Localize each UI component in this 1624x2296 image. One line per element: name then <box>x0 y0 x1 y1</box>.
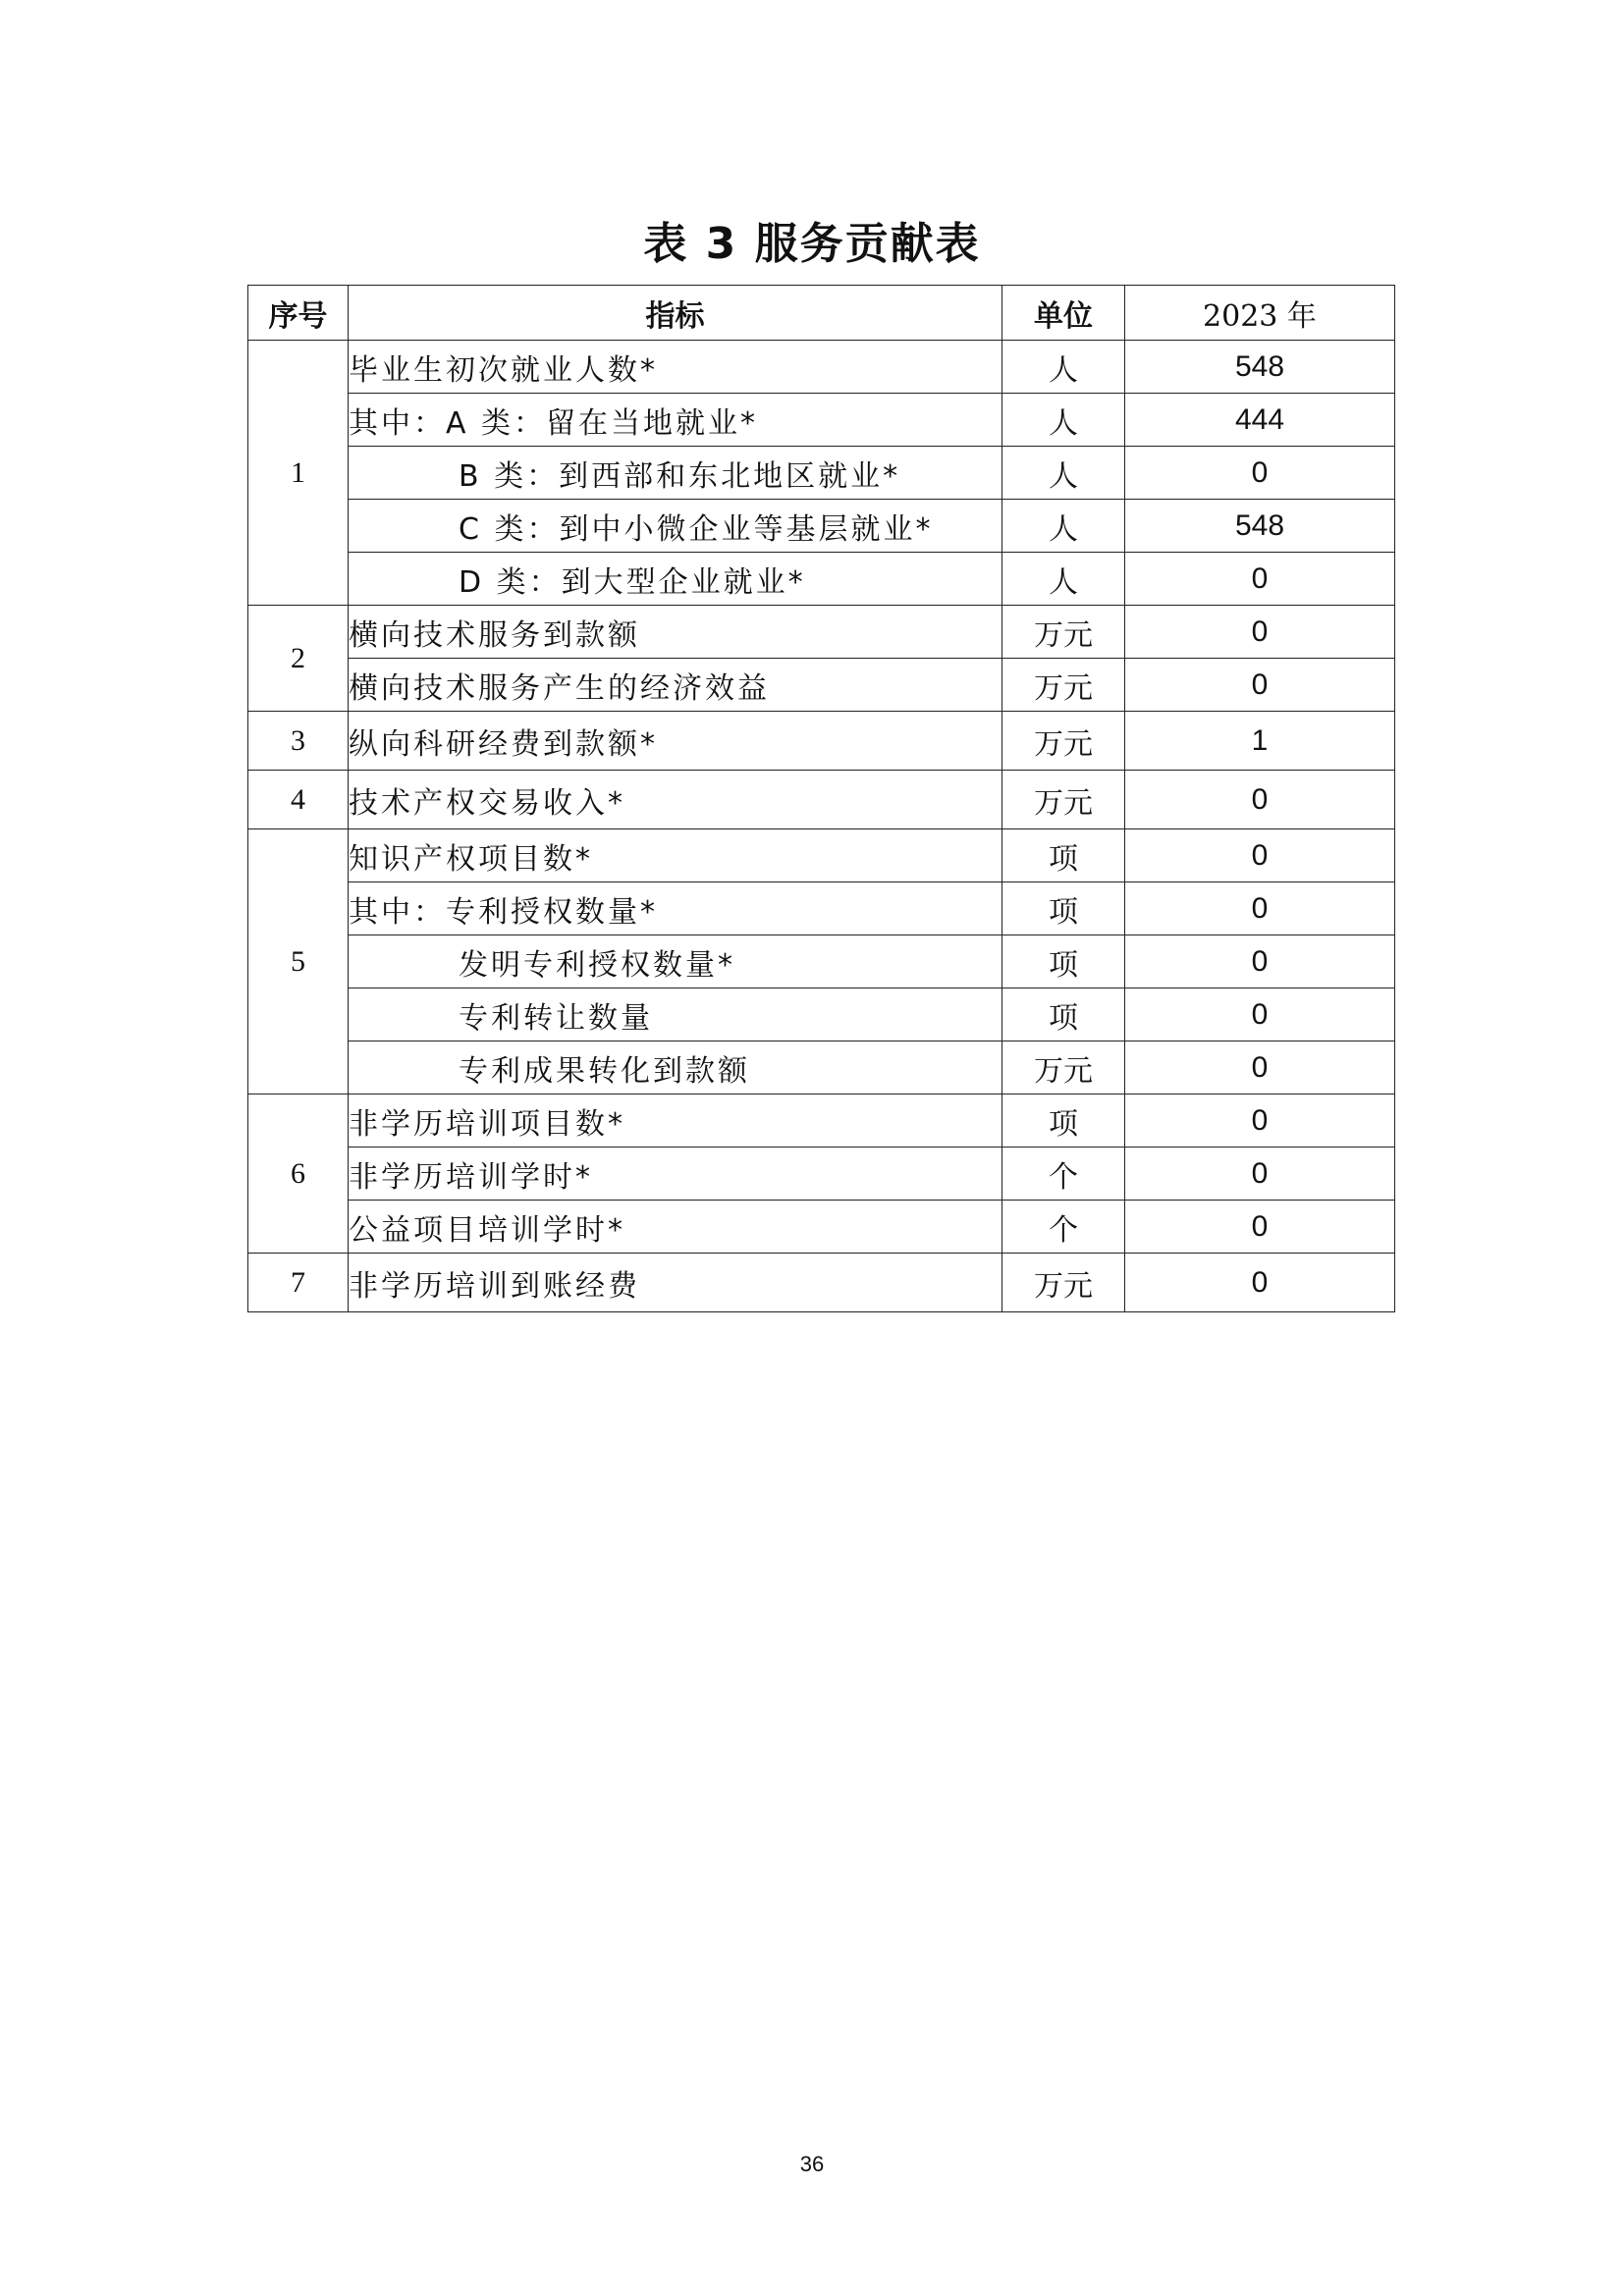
table-row <box>248 935 1395 988</box>
row-value: 0 <box>1125 1201 1395 1254</box>
row-unit: 万元 <box>1002 712 1125 771</box>
header-indicator: 指标 <box>349 286 1002 341</box>
row-indicator: 其中：专利授权数量* <box>349 882 1002 935</box>
row-value: 0 <box>1125 882 1395 935</box>
row-seq: 2 <box>248 606 349 712</box>
row-unit: 万元 <box>1002 771 1125 829</box>
table-row <box>248 447 1395 500</box>
table-row <box>248 1254 1395 1312</box>
header-year: 2023 年 <box>1125 286 1395 341</box>
row-value: 0 <box>1125 1148 1395 1201</box>
row-value: 0 <box>1125 988 1395 1041</box>
row-value: 0 <box>1125 659 1395 712</box>
table-row <box>248 771 1395 829</box>
row-unit: 个 <box>1002 1201 1125 1254</box>
row-seq: 4 <box>248 771 349 829</box>
table-row <box>248 394 1395 447</box>
row-indicator: 技术产权交易收入* <box>349 771 1002 829</box>
table-row <box>248 882 1395 935</box>
table-row <box>248 712 1395 771</box>
row-value: 0 <box>1125 1041 1395 1095</box>
row-indicator: 非学历培训到账经费 <box>349 1254 1002 1312</box>
row-seq: 6 <box>248 1095 349 1254</box>
row-value: 0 <box>1125 935 1395 988</box>
table-row <box>248 606 1395 659</box>
table-row <box>248 659 1395 712</box>
row-value: 0 <box>1125 606 1395 659</box>
row-indicator: C 类：到中小微企业等基层就业* <box>349 500 1002 553</box>
row-unit: 人 <box>1002 553 1125 606</box>
row-unit: 人 <box>1002 341 1125 394</box>
row-unit: 项 <box>1002 935 1125 988</box>
table-row <box>248 500 1395 553</box>
row-value: 0 <box>1125 1254 1395 1312</box>
row-value: 0 <box>1125 553 1395 606</box>
table-row <box>248 1041 1395 1095</box>
table-row <box>248 829 1395 882</box>
row-unit: 万元 <box>1002 659 1125 712</box>
row-unit: 万元 <box>1002 606 1125 659</box>
row-value: 548 <box>1125 500 1395 553</box>
row-unit: 万元 <box>1002 1254 1125 1312</box>
table-row <box>248 1201 1395 1254</box>
row-value: 1 <box>1125 712 1395 771</box>
row-seq: 7 <box>248 1254 349 1312</box>
row-seq: 5 <box>248 829 349 1095</box>
row-unit: 个 <box>1002 1148 1125 1201</box>
row-indicator: B 类：到西部和东北地区就业* <box>349 447 1002 500</box>
row-unit: 万元 <box>1002 1041 1125 1095</box>
header-seq: 序号 <box>248 286 349 341</box>
row-indicator: 横向技术服务到款额 <box>349 606 1002 659</box>
row-value: 0 <box>1125 447 1395 500</box>
row-unit: 人 <box>1002 447 1125 500</box>
row-seq: 1 <box>248 341 349 606</box>
table-row <box>248 1095 1395 1148</box>
row-indicator: 横向技术服务产生的经济效益 <box>349 659 1002 712</box>
row-unit: 项 <box>1002 1095 1125 1148</box>
service-contribution-table <box>247 285 1395 1312</box>
row-seq: 3 <box>248 712 349 771</box>
row-value: 0 <box>1125 771 1395 829</box>
row-indicator: 公益项目培训学时* <box>349 1201 1002 1254</box>
row-indicator: 专利成果转化到款额 <box>349 1041 1002 1095</box>
row-unit: 项 <box>1002 829 1125 882</box>
row-value: 444 <box>1125 394 1395 447</box>
row-indicator: 专利转让数量 <box>349 988 1002 1041</box>
row-indicator: 其中：A 类：留在当地就业* <box>349 394 1002 447</box>
page-number: 36 <box>799 2152 825 2176</box>
table-row <box>248 553 1395 606</box>
table-header-row <box>248 286 1395 341</box>
table-row <box>248 1148 1395 1201</box>
row-unit: 项 <box>1002 882 1125 935</box>
page-title: 表 3 服务贡献表 <box>643 219 981 269</box>
row-indicator: 知识产权项目数* <box>349 829 1002 882</box>
row-indicator: 非学历培训学时* <box>349 1148 1002 1201</box>
table-row <box>248 988 1395 1041</box>
row-unit: 项 <box>1002 988 1125 1041</box>
row-value: 548 <box>1125 341 1395 394</box>
row-value: 0 <box>1125 829 1395 882</box>
row-unit: 人 <box>1002 500 1125 553</box>
header-unit: 单位 <box>1002 286 1125 341</box>
row-indicator: 非学历培训项目数* <box>349 1095 1002 1148</box>
row-indicator: 发明专利授权数量* <box>349 935 1002 988</box>
row-indicator: D 类：到大型企业就业* <box>349 553 1002 606</box>
row-indicator: 毕业生初次就业人数* <box>349 341 1002 394</box>
table-row <box>248 341 1395 394</box>
row-value: 0 <box>1125 1095 1395 1148</box>
row-indicator: 纵向科研经费到款额* <box>349 712 1002 771</box>
row-unit: 人 <box>1002 394 1125 447</box>
